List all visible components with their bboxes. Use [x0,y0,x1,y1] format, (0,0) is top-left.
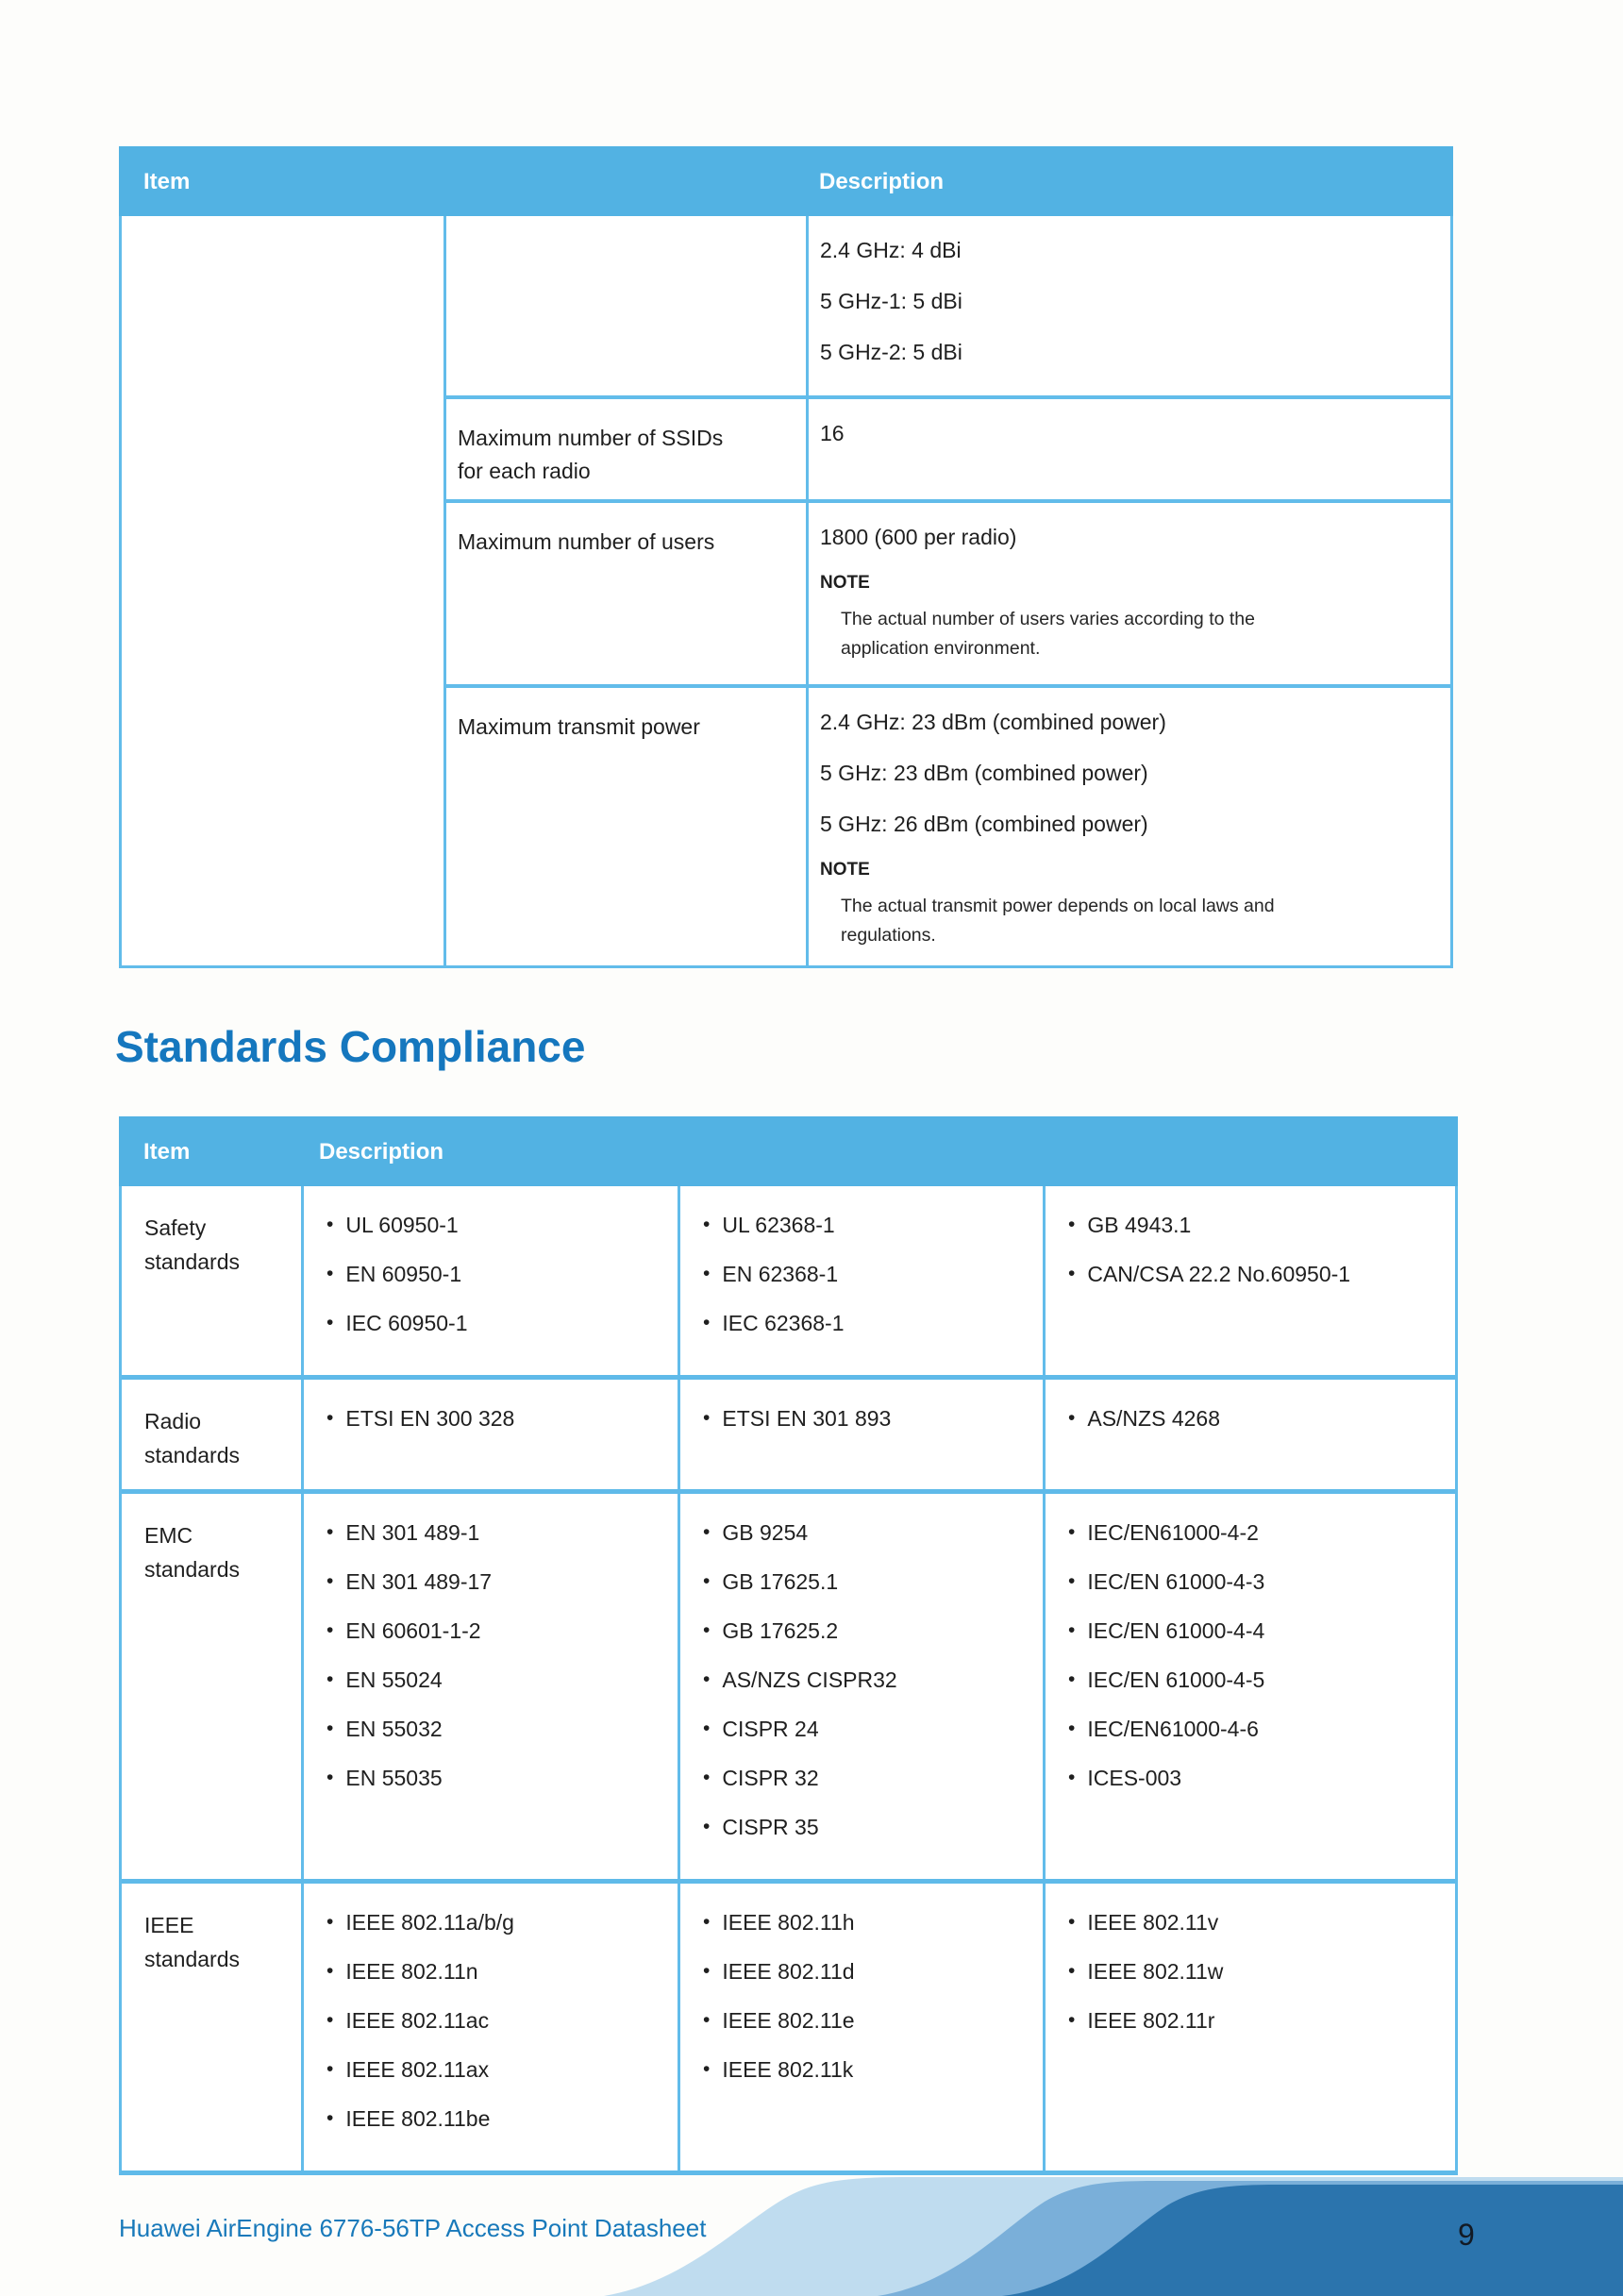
standards-entry-label: EN 62368-1 [722,1262,839,1286]
spec-table-row [446,216,1450,395]
spec-table [119,146,1453,968]
standards-bullet-item [326,1567,678,1596]
bullet-icon: • [1068,2009,1076,2031]
standards-entry-label: CISPR 24 [722,1717,819,1741]
standards-bullet-item [326,1957,678,1986]
standards-bullet-item [703,1666,1043,1694]
standards-entry-label: IEEE 802.11be [345,2106,491,2131]
standards-description-cell [1046,1186,1455,1375]
standards-table-row [122,1879,1455,2170]
standards-bullet-item [703,1715,1043,1743]
standards-entry-label: CISPR 32 [722,1766,819,1790]
spec-sub-item-cell [446,688,809,965]
standards-bullet-item [326,1908,678,1936]
standards-entry-label: EN 55035 [345,1766,443,1790]
bullet-icon: • [703,1407,711,1429]
bullet-icon: • [326,1767,334,1788]
standards-bullet-item [326,1764,678,1792]
standards-entry-label: IEEE 802.11v [1087,1910,1219,1935]
standards-bullet-item [703,1764,1043,1792]
standards-bullet-item [703,2006,1043,2035]
standards-bullet-item [703,1309,1043,1337]
standards-entry-label: IEC/EN61000-4-6 [1087,1717,1259,1741]
bullet-icon: • [703,2009,711,2031]
standards-description-cell [304,1494,680,1879]
standards-description-cell [304,1884,680,2170]
standards-entry-label: IEC 60950-1 [345,1311,468,1335]
bullet-icon: • [703,1619,711,1641]
bullet-icon: • [1068,1960,1076,1982]
standards-entry-label: IEEE 802.11r [1087,2008,1215,2033]
standards-entry-label: IEC/EN 61000-4-4 [1087,1618,1265,1643]
bullet-icon: • [703,1521,711,1543]
spec-description-cell [809,503,1450,684]
standards-bullet-item [1068,1404,1455,1433]
bullet-icon: • [703,2058,711,2080]
standards-bullet-item [703,1404,1043,1433]
standards-entry-label: UL 62368-1 [722,1213,835,1237]
standards-bullet-item [326,1260,678,1288]
spec-sub-item-label: Maximum transmit power [458,714,700,739]
bullet-icon: • [326,2107,334,2129]
note-body [820,605,1428,663]
spec-table-header-description: Description [819,169,945,194]
standards-entry-label: IEEE 802.11h [722,1910,855,1935]
standards-entry-label: AS/NZS CISPR32 [722,1668,897,1692]
spec-description-cell [809,688,1450,965]
standards-bullet-item [1068,1666,1455,1694]
spec-description-line: 5 GHz: 23 dBm (combined power) [820,761,1148,785]
standards-bullet-item [703,1813,1043,1841]
spec-description-line: 1800 (600 per radio) [820,525,1017,549]
standards-bullet-item [1068,1957,1455,1986]
spec-sub-item-label: Maximum number of SSIDs [458,426,724,450]
standards-bullet-item [326,1404,678,1433]
section-title: Standards Compliance [115,1022,586,1071]
standards-bullet-item [326,2006,678,2035]
standards-bullet-item [326,1518,678,1547]
standards-description-cell [1046,1380,1455,1489]
standards-entry-label: AS/NZS 4268 [1087,1406,1220,1431]
standards-bullet-item [1068,1617,1455,1645]
bullet-icon: • [703,1668,711,1690]
standards-description-cell [680,1884,1046,2170]
spec-table-row [446,499,1450,684]
standards-bullet-item [1068,1908,1455,1936]
spec-table-header [119,146,1453,216]
bullet-icon: • [326,2009,334,2031]
standards-item-label: Radio standards [122,1380,304,1489]
standards-bullet-item [1068,1518,1455,1547]
standards-entry-label: GB 4943.1 [1087,1213,1192,1237]
bullet-icon: • [1068,1263,1076,1284]
standards-entry-label: CAN/CSA 22.2 No.60950-1 [1087,1262,1351,1286]
spec-table-body [119,216,1453,968]
standards-entry-label: UL 60950-1 [345,1213,459,1237]
standards-entry-label: IEC/EN 61000-4-5 [1087,1668,1265,1692]
standards-table-body [119,1186,1458,2175]
bullet-icon: • [326,1911,334,1933]
spec-table-row [446,395,1450,499]
standards-entry-label: GB 9254 [722,1520,809,1545]
bullet-icon: • [703,1960,711,1982]
standards-bullet-item [1068,1764,1455,1792]
standards-bullet-item [326,1617,678,1645]
spec-sub-item-cell [446,503,809,684]
standards-entry-label: EN 60601-1-2 [345,1618,481,1643]
standards-entry-label: IEC/EN 61000-4-3 [1087,1569,1265,1594]
standards-bullet-item [326,2055,678,2084]
standards-entry-label: IEEE 802.11w [1087,1959,1224,1984]
bullet-icon: • [326,2058,334,2080]
note-label: NOTE [820,573,870,593]
bullet-icon: • [1068,1668,1076,1690]
standards-entry-label: EN 301 489-1 [345,1520,480,1545]
bullet-icon: • [326,1668,334,1690]
spec-sub-item-label: for each radio [458,459,591,483]
bullet-icon: • [703,1312,711,1333]
bullet-icon: • [1068,1767,1076,1788]
standards-entry-label: IEEE 802.11a/b/g [345,1910,514,1935]
bullet-icon: • [703,1718,711,1739]
spec-sub-item-label: Maximum number of users [458,529,715,554]
bullet-icon: • [326,1570,334,1592]
standards-table-row [122,1186,1455,1375]
standards-entry-label: IEC/EN61000-4-2 [1087,1520,1259,1545]
standards-description-cell [1046,1884,1455,2170]
bullet-icon: • [1068,1214,1076,1235]
standards-entry-label: IEEE 802.11k [722,2057,854,2082]
bullet-icon: • [326,1407,334,1429]
bullet-icon: • [326,1619,334,1641]
spec-description-line: 2.4 GHz: 23 dBm (combined power) [820,710,1166,734]
standards-bullet-item [703,1518,1043,1547]
bullet-icon: • [326,1312,334,1333]
standards-entry-label: GB 17625.1 [722,1569,839,1594]
spec-table-rows [446,216,1450,965]
bullet-icon: • [1068,1619,1076,1641]
standards-bullet-item [1068,1715,1455,1743]
standards-entry-label: GB 17625.2 [722,1618,839,1643]
standards-description-cell [680,1494,1046,1879]
bullet-icon: • [1068,1718,1076,1739]
standards-table-header [119,1116,1458,1186]
standards-entry-label: IEEE 802.11n [345,1959,478,1984]
spec-table-header-item: Item [143,169,191,194]
bullet-icon: • [703,1570,711,1592]
standards-bullet-item [703,2055,1043,2084]
standards-entry-label: EN 55024 [345,1668,443,1692]
standards-table-header-item: Item [143,1139,191,1165]
spec-sub-item-cell [446,399,809,499]
bullet-icon: • [326,1521,334,1543]
spec-description-line: 2.4 GHz: 4 dBi [820,238,962,262]
bullet-icon: • [326,1718,334,1739]
note-line: regulations. [841,925,936,946]
standards-bullet-item [1068,1211,1455,1239]
standards-bullet-item [326,2104,678,2133]
spec-table-item-column-empty [122,216,446,965]
standards-bullet-item [1068,2006,1455,2035]
note-body [820,892,1428,950]
standards-entry-label: IEEE 802.11e [722,2008,855,2033]
standards-item-label: EMC standards [122,1494,304,1879]
standards-bullet-item [326,1211,678,1239]
bullet-icon: • [703,1816,711,1837]
standards-table-row [122,1489,1455,1879]
standards-description-cell [304,1380,680,1489]
spec-table-row [446,684,1450,965]
bullet-icon: • [326,1960,334,1982]
footer-doc-title: Huawei AirEngine 6776-56TP Access Point Datasheet [119,2214,707,2242]
spec-description-line: 16 [820,421,845,445]
standards-description-cell [680,1186,1046,1375]
standards-table-header-description: Description [319,1139,444,1165]
standards-entry-label: IEEE 802.11ac [345,2008,490,2033]
spec-description-line: 5 GHz-2: 5 dBi [820,340,962,364]
standards-entry-label: ETSI EN 300 328 [345,1406,515,1431]
standards-item-label: IEEE standards [122,1884,304,2170]
bullet-icon: • [326,1263,334,1284]
standards-entry-label: EN 301 489-17 [345,1569,493,1594]
standards-bullet-item [326,1666,678,1694]
standards-entry-label: CISPR 35 [722,1815,819,1839]
standards-table [119,1116,1458,2175]
standards-entry-label: EN 55032 [345,1717,443,1741]
bullet-icon: • [1068,1407,1076,1429]
bullet-icon: • [326,1214,334,1235]
standards-bullet-item [703,1957,1043,1986]
bullet-icon: • [703,1767,711,1788]
standards-bullet-item [703,1211,1043,1239]
standards-description-cell [304,1186,680,1375]
bullet-icon: • [1068,1911,1076,1933]
standards-description-cell [680,1380,1046,1489]
standards-entry-label: IEC 62368-1 [722,1311,845,1335]
standards-entry-label: ICES-003 [1087,1766,1182,1790]
bullet-icon: • [703,1911,711,1933]
standards-description-cell [1046,1494,1455,1879]
spec-description-line: 5 GHz: 26 dBm (combined power) [820,812,1148,836]
standards-item-label: Safety standards [122,1186,304,1375]
bullet-icon: • [703,1263,711,1284]
note-label: NOTE [820,860,870,880]
note-line: application environment. [841,638,1041,659]
bullet-icon: • [1068,1570,1076,1592]
page-number: 9 [1458,2218,1475,2252]
standards-bullet-item [703,1617,1043,1645]
standards-entry-label: EN 60950-1 [345,1262,462,1286]
standards-table-row [122,1375,1455,1489]
note-line: The actual transmit power depends on local laws and [841,896,1275,916]
standards-bullet-item [703,1908,1043,1936]
bullet-icon: • [1068,1521,1076,1543]
standards-entry-label: IEEE 802.11ax [345,2057,490,2082]
spec-sub-item-cell [446,216,809,395]
note-line: The actual number of users varies according to the [841,609,1255,629]
spec-description-cell [809,216,1450,395]
standards-bullet-item [326,1715,678,1743]
standards-bullet-item [326,1309,678,1337]
standards-bullet-item [1068,1260,1455,1288]
standards-bullet-item [703,1260,1043,1288]
spec-description-line: 5 GHz-1: 5 dBi [820,289,962,313]
bullet-icon: • [703,1214,711,1235]
standards-entry-label: ETSI EN 301 893 [722,1406,892,1431]
standards-bullet-item [1068,1567,1455,1596]
standards-entry-label: IEEE 802.11d [722,1959,855,1984]
spec-description-cell [809,399,1450,499]
standards-bullet-item [703,1567,1043,1596]
